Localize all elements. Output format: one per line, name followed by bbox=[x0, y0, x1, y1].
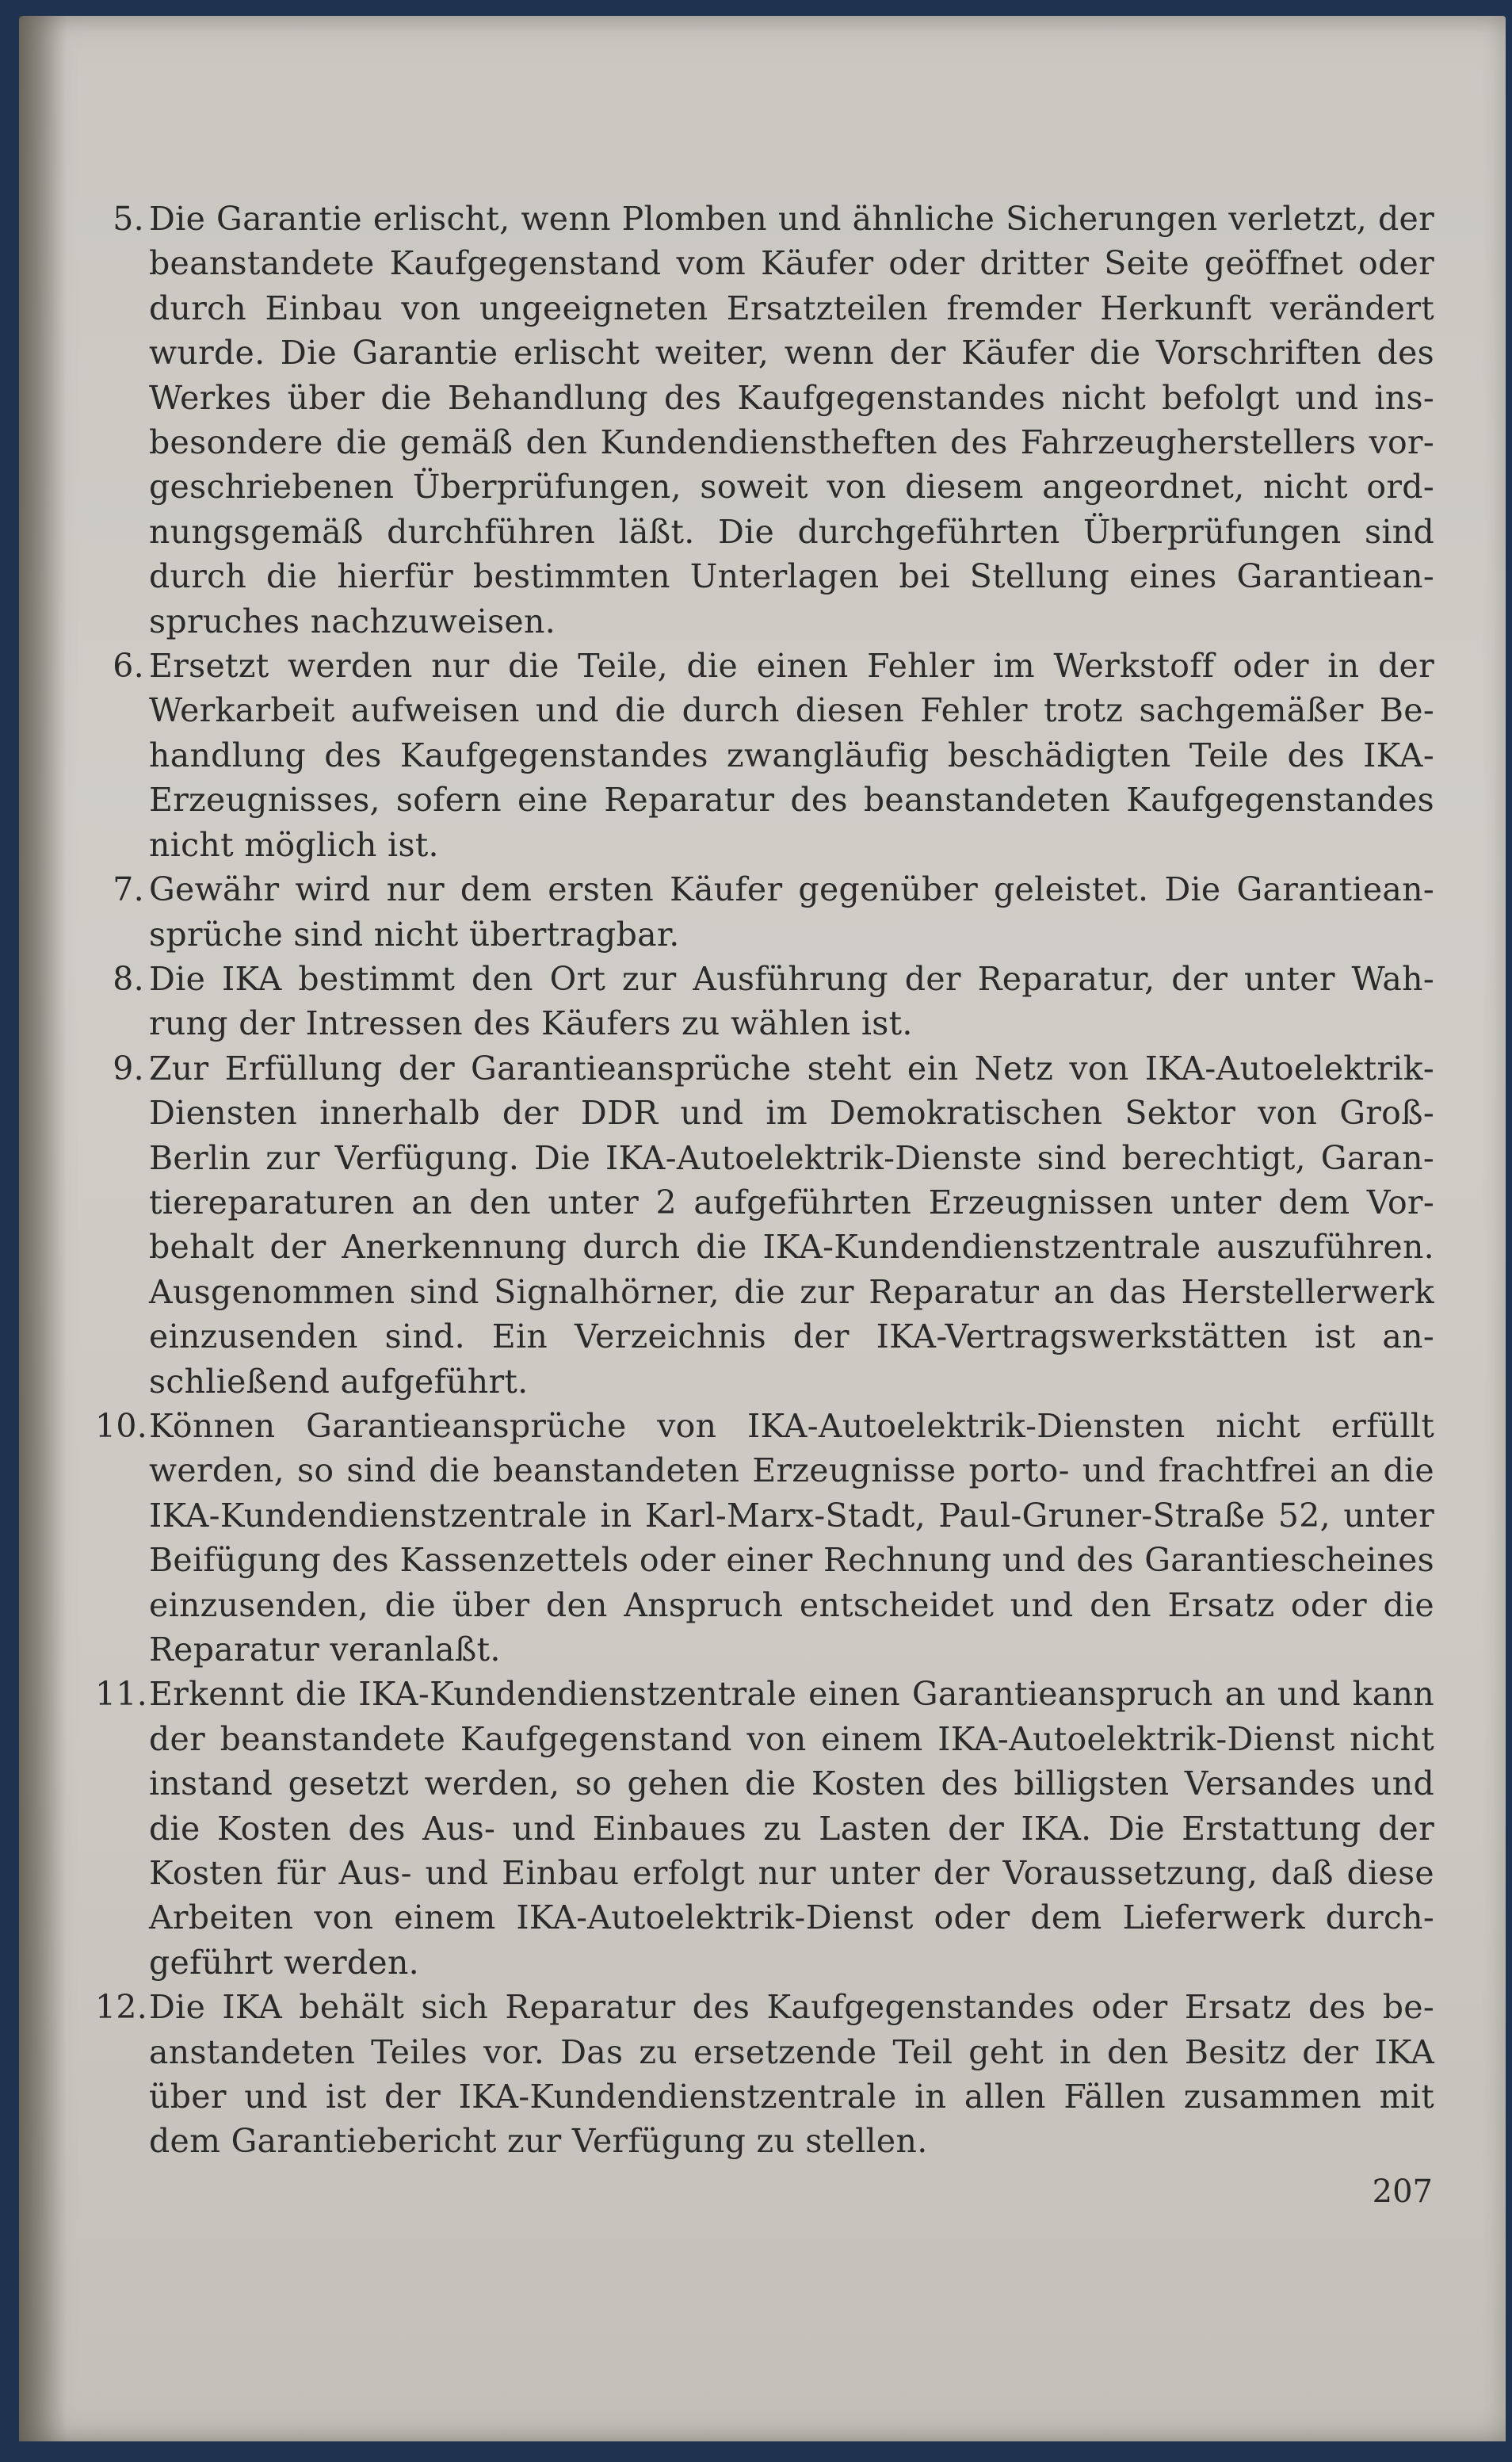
item-text: Können Garantieansprüche von IKA‐Autoelektrik‐Diensten nicht erfüllt werden, so sind die beanstandeten Erzeugnisse porto‐ und frachtfrei an die IKA‐Kundendienstzentrale in Karl‐Marx‐Stadt, Paul‐Gruner‐Straße 52, unter Beifügung des Kassenzettels oder einer Rechnung und des Garantiescheines einzusenden, die über den Anspruch entscheidet und den Ersatz oder die Reparatur veranlaßt. bbox=[149, 1406, 1434, 1669]
list-item bbox=[95, 867, 1434, 957]
warranty-terms-list bbox=[95, 197, 1434, 2164]
page-number: 207 bbox=[1372, 2173, 1433, 2210]
gutter-shadow bbox=[19, 16, 67, 2441]
list-item bbox=[95, 644, 1434, 867]
list-item bbox=[95, 1404, 1434, 1672]
item-number: 6. bbox=[113, 647, 144, 686]
book-page bbox=[19, 16, 1506, 2441]
item-number: 8. bbox=[113, 959, 144, 998]
list-item bbox=[95, 957, 1434, 1046]
list-item bbox=[95, 1046, 1434, 1404]
list-item bbox=[95, 1672, 1434, 1985]
item-text: Die Garantie erlischt, wenn Plomben und ähnliche Sicherungen verletzt, der beanstandete Kaufgegenstand vom Käufer oder dritter Seite geöffnet oder durch Einbau von ungeeigneten Ersatzteilen fremder Herkunft verändert wurde. Die Garantie erlischt weiter, wenn der Käufer die Vorschriften des Werkes über die Behandlung des Kaufgegenstandes nicht befolgt und ins‐ besondere die gemäß den Kundendienstheften des Fahrzeugherstellers vor‐ geschriebenen Überprüfungen, soweit von diesem angeordnet, nicht ord‐ nungsgemäß durchführen läßt. Die durchgeführten Überprüfungen sind durch die hierfür bestimmten Unterlagen bei Stellung eines Garantiean‐ spruches nachzuweisen. bbox=[149, 200, 1434, 640]
item-number: 10. bbox=[95, 1406, 148, 1445]
list-item bbox=[95, 197, 1434, 644]
item-number: 7. bbox=[113, 870, 144, 909]
item-number: 5. bbox=[113, 200, 144, 238]
item-number: 11. bbox=[95, 1675, 148, 1714]
list-item bbox=[95, 1985, 1434, 2164]
item-text: Zur Erfüllung der Garantieansprüche steht ein Netz von IKA‐Autoelektrik‐ Diensten innerhalb der DDR und im Demokratischen Sektor von Groß‐ Berlin zur Verfügung. Die IKA‐Autoelektrik‐Dienste sind berechtigt, Garan‐ tiereparaturen an den unter 2 aufgeführten Erzeugnissen unter dem Vor‐ behalt der Anerkennung durch die IKA‐Kundendienstzentrale auszuführen. Ausgenommen sind Signalhörner, die zur Reparatur an das Herstellerwerk einzusenden sind. Ein Verzeichnis der IKA‐Vertragswerkstätten ist an‐ schließend aufgeführt. bbox=[149, 1049, 1434, 1401]
item-number: 12. bbox=[95, 1988, 148, 2027]
item-text: Erkennt die IKA‐Kundendienstzentrale einen Garantieanspruch an und kann der beanstandete Kaufgegenstand von einem IKA‐Autoelektrik‐Dienst nicht instand gesetzt werden, so gehen die Kosten des billigsten Versandes und die Kosten des Aus‐ und Einbaues zu Lasten der IKA. Die Erstattung der Kosten für Aus‐ und Einbau erfolgt nur unter der Voraussetzung, daß diese Arbeiten von einem IKA‐Autoelektrik‐Dienst oder dem Lieferwerk durch‐ geführt werden. bbox=[149, 1675, 1434, 1982]
item-text: Die IKA bestimmt den Ort zur Ausführung der Reparatur, der unter Wah‐ rung der Intressen des Käufers zu wählen ist. bbox=[149, 959, 1434, 1043]
item-number: 9. bbox=[113, 1049, 144, 1088]
item-text: Die IKA behält sich Reparatur des Kaufgegenstandes oder Ersatz des be‐ anstandeten Teiles vor. Das zu ersetzende Teil geht in den Besitz der IKA über und ist der IKA‐Kundendienstzentrale in allen Fällen zusammen mit dem Garantiebericht zur Verfügung zu stellen. bbox=[149, 1988, 1434, 2161]
item-text: Gewähr wird nur dem ersten Käufer gegenüber geleistet. Die Garantiean‐ sprüche sind nicht übertragbar. bbox=[149, 870, 1434, 954]
item-text: Ersetzt werden nur die Teile, die einen Fehler im Werkstoff oder in der Werkarbeit aufweisen und die durch diesen Fehler trotz sachgemäßer Be‐ handlung des Kaufgegenstandes zwangläufig beschädigten Teile des IKA‐ Erzeugnisses, sofern eine Reparatur des beanstandeten Kaufgegenstandes nicht möglich ist. bbox=[149, 647, 1434, 864]
